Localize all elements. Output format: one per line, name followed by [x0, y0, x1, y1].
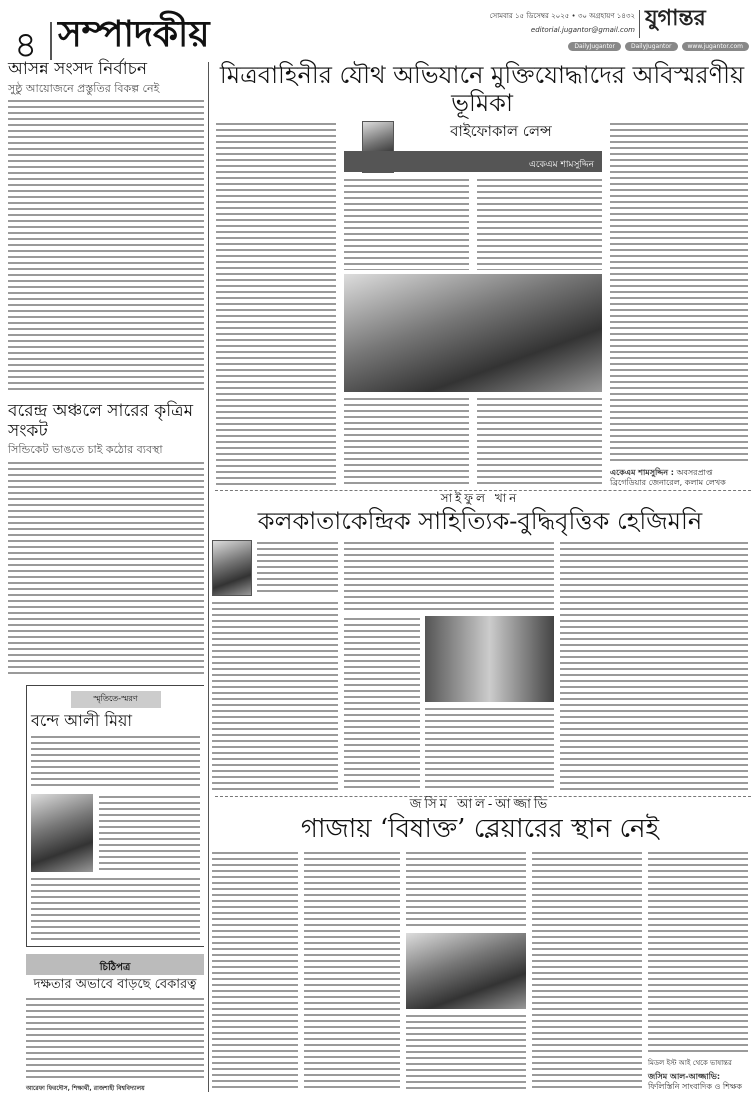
article1-credit — [610, 468, 748, 488]
editorial2-subtitle: সিন্ডিকেট ভাঙতে চাই কঠোর ব্যবস্থা — [8, 443, 163, 457]
article1-lower — [344, 396, 602, 488]
article1-col3 — [477, 177, 602, 269]
article2-headline: কলকাতাকেন্দ্রিক সাহিত্যিক-বুদ্ধিবৃত্তিক হেজিমনি — [257, 506, 703, 535]
liberation-war-photo — [344, 274, 602, 392]
credit-role: ফিলিস্তিনি সাংবাদিক ও শিক্ষক — [648, 1082, 743, 1091]
logo-divider — [639, 10, 640, 38]
article3-col2 — [304, 850, 400, 1092]
article1-col2b — [344, 396, 469, 488]
article3-source: মিডল ইস্ট আই থেকে ভাষান্তর — [648, 1059, 732, 1068]
article2-col2c — [425, 706, 554, 792]
article3-col3 — [406, 850, 526, 929]
column-name: বাইফোকাল লেন্স — [450, 122, 552, 141]
article2 — [212, 492, 748, 792]
editorial2-body — [8, 460, 204, 676]
letters-label: চিঠিপত্র — [99, 962, 131, 973]
article3 — [212, 798, 748, 1092]
letters-banner — [26, 954, 204, 975]
author-name: একেএম শামসুদ্দিন — [529, 160, 594, 171]
twitter-link[interactable]: DailyJugantor — [625, 42, 678, 51]
tribute-portrait — [31, 794, 93, 872]
article3-author: জসিম আল-আজ্জাভি — [409, 797, 551, 812]
tribute-body-tail — [31, 876, 200, 941]
article3-headline: গাজায় ‘বিষাক্ত’ ব্লেয়ারের স্থান নেই — [300, 813, 660, 844]
article2-col2 — [344, 540, 554, 612]
article3-credit — [648, 1072, 748, 1092]
article1-col3b — [477, 396, 602, 488]
left-column — [8, 60, 204, 1092]
byline-box — [344, 121, 602, 173]
article2-col3 — [560, 540, 748, 792]
article3-col5 — [648, 850, 748, 1055]
logo: যুগান্তর — [645, 5, 706, 31]
column-divider — [208, 62, 209, 1092]
article3-col4 — [532, 850, 642, 1092]
article3-col1 — [212, 850, 298, 1092]
article2-col1 — [212, 600, 338, 792]
date-line: সোমবার ১৫ ডিসেম্বর ২০২৫ • ৩০ অগ্রহায়ণ ১৪৩২ — [489, 12, 635, 20]
editorial2-title: বরেন্দ্র অঞ্চলে সারের কৃত্রিম সংকট — [8, 401, 194, 441]
website-link[interactable]: www.jugantor.com — [682, 42, 750, 51]
article1-headline: মিত্রবাহিনীর যৌথ অভিযানে মুক্তিযোদ্ধাদের অবিস্মরণীয় ভূমিকা — [219, 61, 745, 117]
article3-col3b — [406, 1013, 526, 1092]
article2-body — [212, 540, 748, 792]
tribute-body — [31, 734, 200, 790]
tribute-box — [26, 685, 204, 947]
tribute-body-wrap — [99, 794, 200, 872]
author-photo — [212, 540, 252, 596]
letters-signature: আরেফা ফিরদৌস, শিক্ষার্থী, রাজশাহী বিশ্ববিদ্যালয় — [26, 1084, 145, 1092]
blair-trump-photo — [406, 933, 526, 1009]
letters-title: দক্ষতার অভাবে বাড়ছে বেকারত্ব — [33, 977, 197, 992]
article1 — [216, 62, 748, 488]
tribute-portrait-row — [31, 794, 200, 872]
editorial1-title: আসন্ন সংসদ নির্বাচন — [8, 59, 148, 79]
letters-body — [26, 996, 204, 1082]
credit-role: অবসরপ্রাপ্ত ব্রিগেডিয়ার জেনারেল, কলাম লেখক — [610, 468, 726, 487]
article1-col4 — [610, 121, 748, 464]
header-divider — [50, 22, 52, 60]
article1-body — [216, 121, 748, 488]
article2-col1a — [257, 540, 338, 596]
article2-author: সাইফুল খান — [440, 491, 520, 505]
tribute-name: বন্দে আলী মিয়া — [31, 711, 133, 730]
editorial1-body — [8, 98, 204, 393]
tribute-label: স্মৃতিতে-স্মরণ — [71, 691, 161, 708]
books-photo — [425, 616, 554, 702]
author-band — [344, 151, 602, 172]
facebook-link[interactable]: DailyJugantor — [568, 42, 621, 51]
page-number: ৪ — [14, 25, 38, 66]
section-title: সম্পাদকীয় — [58, 13, 210, 55]
letters-section — [26, 954, 204, 1092]
article2-col2b — [344, 616, 420, 792]
credit-name: জসিম আল-আজ্জাভি: — [648, 1072, 721, 1081]
credit-name: একেএম শামসুদ্দিন : — [610, 468, 674, 477]
article3-body — [212, 850, 748, 1092]
article1-col2 — [344, 177, 469, 269]
email: editorial.jugantor@gmail.com — [530, 26, 635, 34]
article1-upper — [344, 177, 602, 269]
article1-col1 — [216, 121, 336, 488]
editorial1-subtitle: সুষ্ঠু আয়োজনে প্রস্তুতির বিকল্প নেই — [8, 81, 160, 95]
social-links — [545, 42, 749, 51]
